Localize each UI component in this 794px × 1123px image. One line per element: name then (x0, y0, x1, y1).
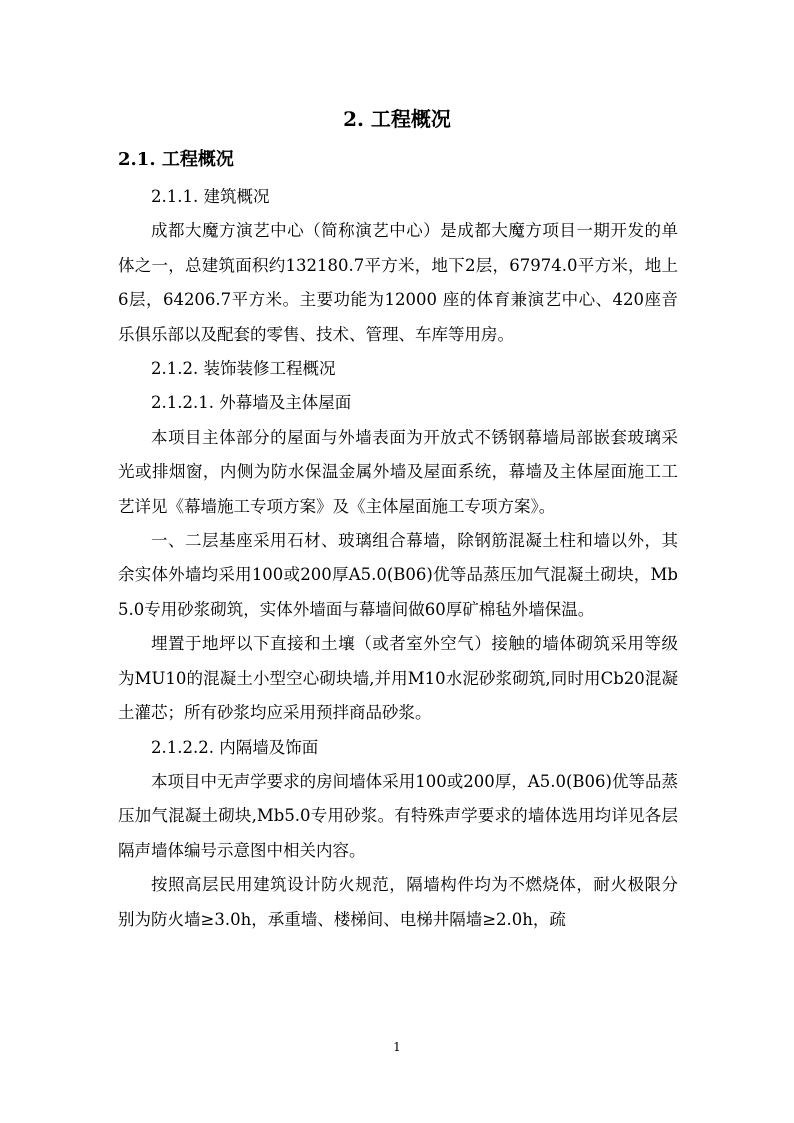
paragraph-building-overview: 成都大魔方演艺中心（简称演艺中心）是成都大魔方项目一期开发的单体之一，总建筑面积约132180.7平方米，地下2层，67974.0平方米，地上6层，64206.7平方米。主要功能为12000 座的体育兼演艺中心、420座音乐俱乐部以及配套的零售、技术、管理、车库等用房。 (118, 221, 678, 344)
subsection-heading-curtain-wall: 2.1.2.1. 外幕墙及主体屋面 (151, 393, 352, 413)
subsection-heading-building-overview: 2.1.1. 建筑概况 (151, 187, 270, 206)
paragraph-base-curtain-wall: 一、二层基座采用石材、玻璃组合幕墙，除钢筋混凝土柱和墙以外，其余实体外墙均采用100或200厚A5.0(B06)优等品蒸压加气混凝土砌块，Mb5.0专用砂浆砌筑，实体外墙面与幕墙间做60厚矿棉毡外墙保温。 (118, 531, 678, 619)
section-heading: 2.1. 工程概况 (118, 149, 234, 170)
paragraph-underground-masonry: 埋置于地坪以下直接和土壤（或者室外空气）接触的墙体砌筑采用等级为MU10的混凝土小型空心砌块墙,并用M10水泥砂浆砌筑,同时用Cb20混凝土灌芯；所有砂浆均应采用预拌商品砂浆。 (118, 634, 678, 723)
paragraph-fire-rating: 按照高层民用建筑设计防火规范，隔墙构件均为不燃烧体，耐火极限分别为防火墙≥3.0h，承重墙、楼梯间、电梯井隔墙≥2.0h，疏 (118, 875, 678, 929)
subsection-heading-decoration-overview: 2.1.2. 装饰装修工程概况 (151, 359, 336, 379)
body-text (118, 180, 678, 937)
subsection-heading-interior-partition: 2.1.2.2. 内隔墙及饰面 (151, 737, 319, 757)
page-title: 2. 工程概况 (343, 107, 451, 131)
paragraph-interior-partition: 本项目中无声学要求的房间墙体采用100或200厚，A5.0(B06)优等品蒸压加气混凝土砌块,Mb5.0专用砂浆。有特殊声学要求的墙体选用均详见各层隔声墙体编号示意图中相关内容。 (118, 771, 678, 860)
page-number: 1 (393, 1040, 401, 1054)
paragraph-curtain-wall: 本项目主体部分的屋面与外墙表面为开放式不锈钢幕墙局部嵌套玻璃采光或排烟窗，内侧为防水保温金属外墙及屋面系统，幕墙及主体屋面施工工艺详见《幕墙施工专项方案》及《主体屋面施工专项方案》。 (118, 427, 678, 516)
